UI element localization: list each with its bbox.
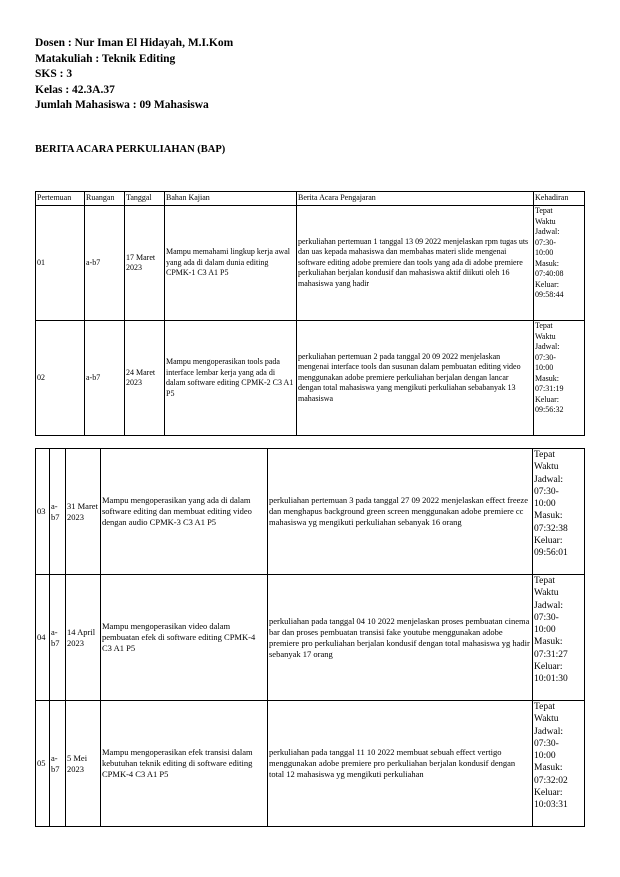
cell-ruangan: a-b7 (50, 449, 66, 575)
att-line: Keluar: (534, 536, 563, 547)
att-line: 07:30- (535, 352, 556, 362)
cell-tanggal: 5 Mei 2023 (66, 701, 101, 827)
cell-ruangan: a-b7 (85, 206, 125, 321)
table-header-row (36, 192, 585, 206)
cell-bahan-kajian: Mampu mengoperasikan yang ada di dalam software editing dan membuat editing video dengan audio CPMK-3 C3 A1 P5 (101, 449, 268, 575)
cell-berita-acara: perkuliahan pertemuan 3 pada tanggal 27 09 2022 menjelaskan effect freeze dan menghapus background green screen menggunakan adobe premiere cc mahasiswa yg mengikuti perkuliahan sebanyak 16 orang (268, 449, 533, 575)
att-line: 10:01:30 (534, 674, 568, 685)
cell-ruangan: a-b7 (50, 701, 66, 827)
att-line: Keluar: (535, 279, 559, 289)
att-line: Jadwal: (534, 600, 564, 611)
course-header (35, 36, 233, 114)
cell-bahan-kajian: Mampu mengoperasikan video dalam pembuatan efek di software editing CPMK-4 C3 A1 P5 (101, 575, 268, 701)
cell-kehadiran (534, 321, 585, 436)
cell-pertemuan: 01 (36, 206, 85, 321)
cell-kehadiran (533, 701, 585, 827)
att-line: 10:00 (534, 499, 556, 510)
header-ruangan: Ruangan (85, 192, 125, 206)
header-berita-acara: Berita Acara Pengajaran (297, 192, 534, 206)
att-line: 07:30- (534, 738, 559, 749)
att-line: 10:03:31 (534, 800, 568, 811)
att-line: Tepat (535, 206, 553, 215)
att-line: 07:30- (535, 237, 556, 247)
cell-berita-acara: perkuliahan pada tanggal 04 10 2022 menjelaskan proses pembuatan cinema bar dan proses pembuatan transisi fake youtube menggunakan adobe premiere pro perkuliahan berjalan kondusif dengan total mahasiswa yg hadir sebanyak 17 orang (268, 575, 533, 701)
document-title: BERITA ACARA PERKULIAHAN (BAP) (35, 144, 226, 155)
header-bahan-kajian: Bahan Kajian (165, 192, 297, 206)
cell-bahan-kajian: Mampu mengoperasikan efek transisi dalam kebutuhan teknik editing di software editing CPMK-4 C3 A1 P5 (101, 701, 268, 827)
cell-tanggal: 31 Maret 2023 (66, 449, 101, 575)
att-line: 10:00 (535, 363, 554, 372)
cell-kehadiran (534, 206, 585, 321)
header-kehadiran: Kehadiran (534, 192, 585, 206)
header-tanggal: Tanggal (125, 192, 165, 206)
att-line: Tepat (534, 702, 555, 712)
att-line: Waktu (534, 714, 559, 725)
att-line: 09:56:01 (534, 548, 568, 559)
bap-table-part-1 (35, 191, 585, 436)
att-line: Masuk: (534, 637, 563, 648)
att-line: 07:32:38 (534, 523, 568, 534)
att-line: Waktu (534, 588, 559, 599)
cell-ruangan: a-b7 (85, 321, 125, 436)
lecturer-line: Dosen : Nur Iman El Hidayah, M.I.Kom (35, 37, 234, 49)
att-line: Waktu (535, 216, 556, 226)
att-line: Tepat (534, 576, 555, 586)
table-row (36, 321, 585, 436)
att-line: Keluar: (534, 788, 563, 799)
course-line: Matakuliah : Teknik Editing (35, 52, 176, 65)
att-line: 07:31:27 (534, 649, 568, 660)
att-line: 09:56:32 (535, 405, 564, 414)
cell-ruangan: a-b7 (50, 575, 66, 701)
att-line: Tepat (534, 450, 555, 460)
bap-table-part-2 (35, 448, 585, 827)
cell-berita-acara: perkuliahan pertemuan 1 tanggal 13 09 2022 menjelaskan rpm tugas uts dan uas kepada mahasiswa dan membahas materi slide mengenai software editing adobe premiere dan tools yang ada di adobe premiere perkuliahan berjalan kondusif dan mahasiswa aktif diikuti oleh 16 mahasiswa yang hadir (297, 206, 534, 321)
att-line: Keluar: (535, 394, 559, 404)
att-line: Jadwal: (535, 227, 560, 236)
att-line: Masuk: (535, 373, 559, 383)
credits-line: SKS : 3 (35, 68, 73, 80)
cell-berita-acara: perkuliahan pada tanggal 11 10 2022 membuat sebuah effect vertigo menggunakan adobe premiere pro perkuliahan berjalan kondusif dengan total 12 mahasiswa yg mengikuti perkuliahan (268, 701, 533, 827)
att-line: Masuk: (534, 511, 563, 522)
cell-tanggal: 14 April 2023 (66, 575, 101, 701)
cell-tanggal: 17 Maret 2023 (125, 206, 165, 321)
cell-bahan-kajian: Mampu memahami lingkup kerja awal yang ada di dalam dunia editing CPMK-1 C3 A1 P5 (165, 206, 297, 321)
cell-pertemuan: 02 (36, 321, 85, 436)
class-line: Kelas : 42.3A.37 (35, 83, 115, 96)
table-row (36, 575, 585, 701)
att-line: Waktu (534, 462, 559, 473)
cell-bahan-kajian: Mampu mengoperasikan tools pada interface lembar kerja yang ada di dalam software editing CPMK-2 C3 A1 P5 (165, 321, 297, 436)
att-line: Jadwal: (534, 474, 564, 485)
att-line: Jadwal: (534, 726, 564, 737)
att-line: Masuk: (535, 258, 559, 268)
cell-kehadiran (533, 575, 585, 701)
table-row (36, 206, 585, 321)
att-line: Keluar: (534, 662, 563, 673)
att-line: Tepat (535, 321, 553, 330)
cell-pertemuan: 04 (36, 575, 50, 701)
cell-tanggal: 24 Maret 2023 (125, 321, 165, 436)
att-line: 10:00 (535, 248, 554, 257)
cell-kehadiran (533, 449, 585, 575)
table-row (36, 449, 585, 575)
att-line: 10:00 (534, 751, 556, 762)
cell-berita-acara: perkuliahan pertemuan 2 pada tanggal 20 09 2022 menjelaskan mengenai interface tools dan susunan dalam pembuatan editing video menggunakan adobe premiere perkuliahan berjalan dengan lancar dengan total mahasiswa yang mengikuti perkuliahan sebabanyak 13 mahasiswa (297, 321, 534, 436)
att-line: 07:30- (534, 612, 559, 623)
cell-pertemuan: 03 (36, 449, 50, 575)
att-line: 10:00 (534, 625, 556, 636)
students-line: Jumlah Mahasiswa : 09 Mahasiswa (35, 99, 209, 111)
att-line: 07:40:08 (535, 269, 564, 278)
att-line: 09:58:44 (535, 290, 564, 299)
att-line: 07:31:19 (535, 384, 564, 393)
table-row (36, 701, 585, 827)
att-line: Jadwal: (535, 342, 560, 351)
att-line: Masuk: (534, 763, 563, 774)
cell-pertemuan: 05 (36, 701, 50, 827)
att-line: 07:32:02 (534, 775, 568, 786)
header-pertemuan: Pertemuan (36, 192, 85, 206)
att-line: 07:30- (534, 486, 559, 497)
att-line: Waktu (535, 331, 556, 341)
